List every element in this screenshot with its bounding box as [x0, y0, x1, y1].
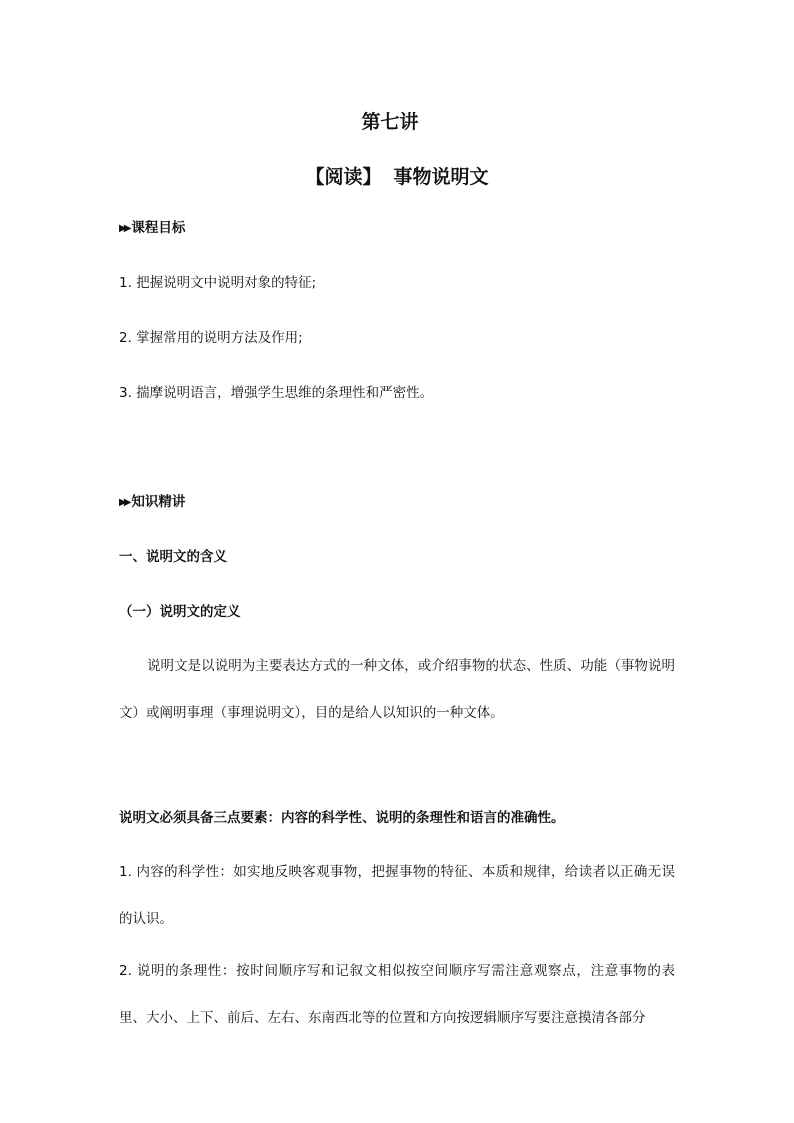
element-two-paragraph: 2. 说明的条理性：按时间顺序写和记叙文相似按空间顺序写需注意观察点，注意事物的表里、大小、上下、前后、左右、东南西北等的位置和方向按逻辑顺序写要注意摸清各部分 [119, 963, 675, 1026]
objective-item: 1. 把握说明文中说明对象的特征; [119, 275, 317, 291]
topic-title [0, 162, 794, 189]
lecture-title: 第七讲 [361, 111, 419, 133]
objective-item: 2. 掌握常用的说明方法及作用; [119, 330, 303, 346]
objectives-heading [119, 218, 675, 239]
part-one-title: 一、说明文的含义 [119, 549, 227, 565]
double-arrow-icon: ▶▶ [119, 497, 129, 508]
objectives-heading-text: 课程目标 [131, 220, 186, 236]
knowledge-heading [119, 492, 675, 513]
knowledge-heading-text: 知识精讲 [131, 494, 186, 510]
elements-title: 说明文必须具备三点要素：内容的科学性、说明的条理性和语言的准确性。 [119, 810, 565, 826]
objective-item: 3. 揣摩说明语言，增强学生思维的条理性和严密性。 [119, 385, 434, 401]
topic-tag: 【阅读】 [305, 166, 382, 188]
element-one-paragraph: 1. 内容的科学性：如实地反映客观事物，把握事物的特征、本质和规律，给读者以正确无误的认识。 [119, 864, 675, 927]
sub-one-title: （一）说明文的定义 [119, 604, 241, 620]
topic-name: 事物说明文 [393, 166, 489, 188]
double-arrow-icon: ▶▶ [119, 223, 129, 234]
definition-paragraph: 说明文是以说明为主要表达方式的一种文体，或介绍事物的状态、性质、功能（事物说明文）或阐明事理（事理说明文），目的是给人以知识的一种文体。 [119, 658, 675, 721]
